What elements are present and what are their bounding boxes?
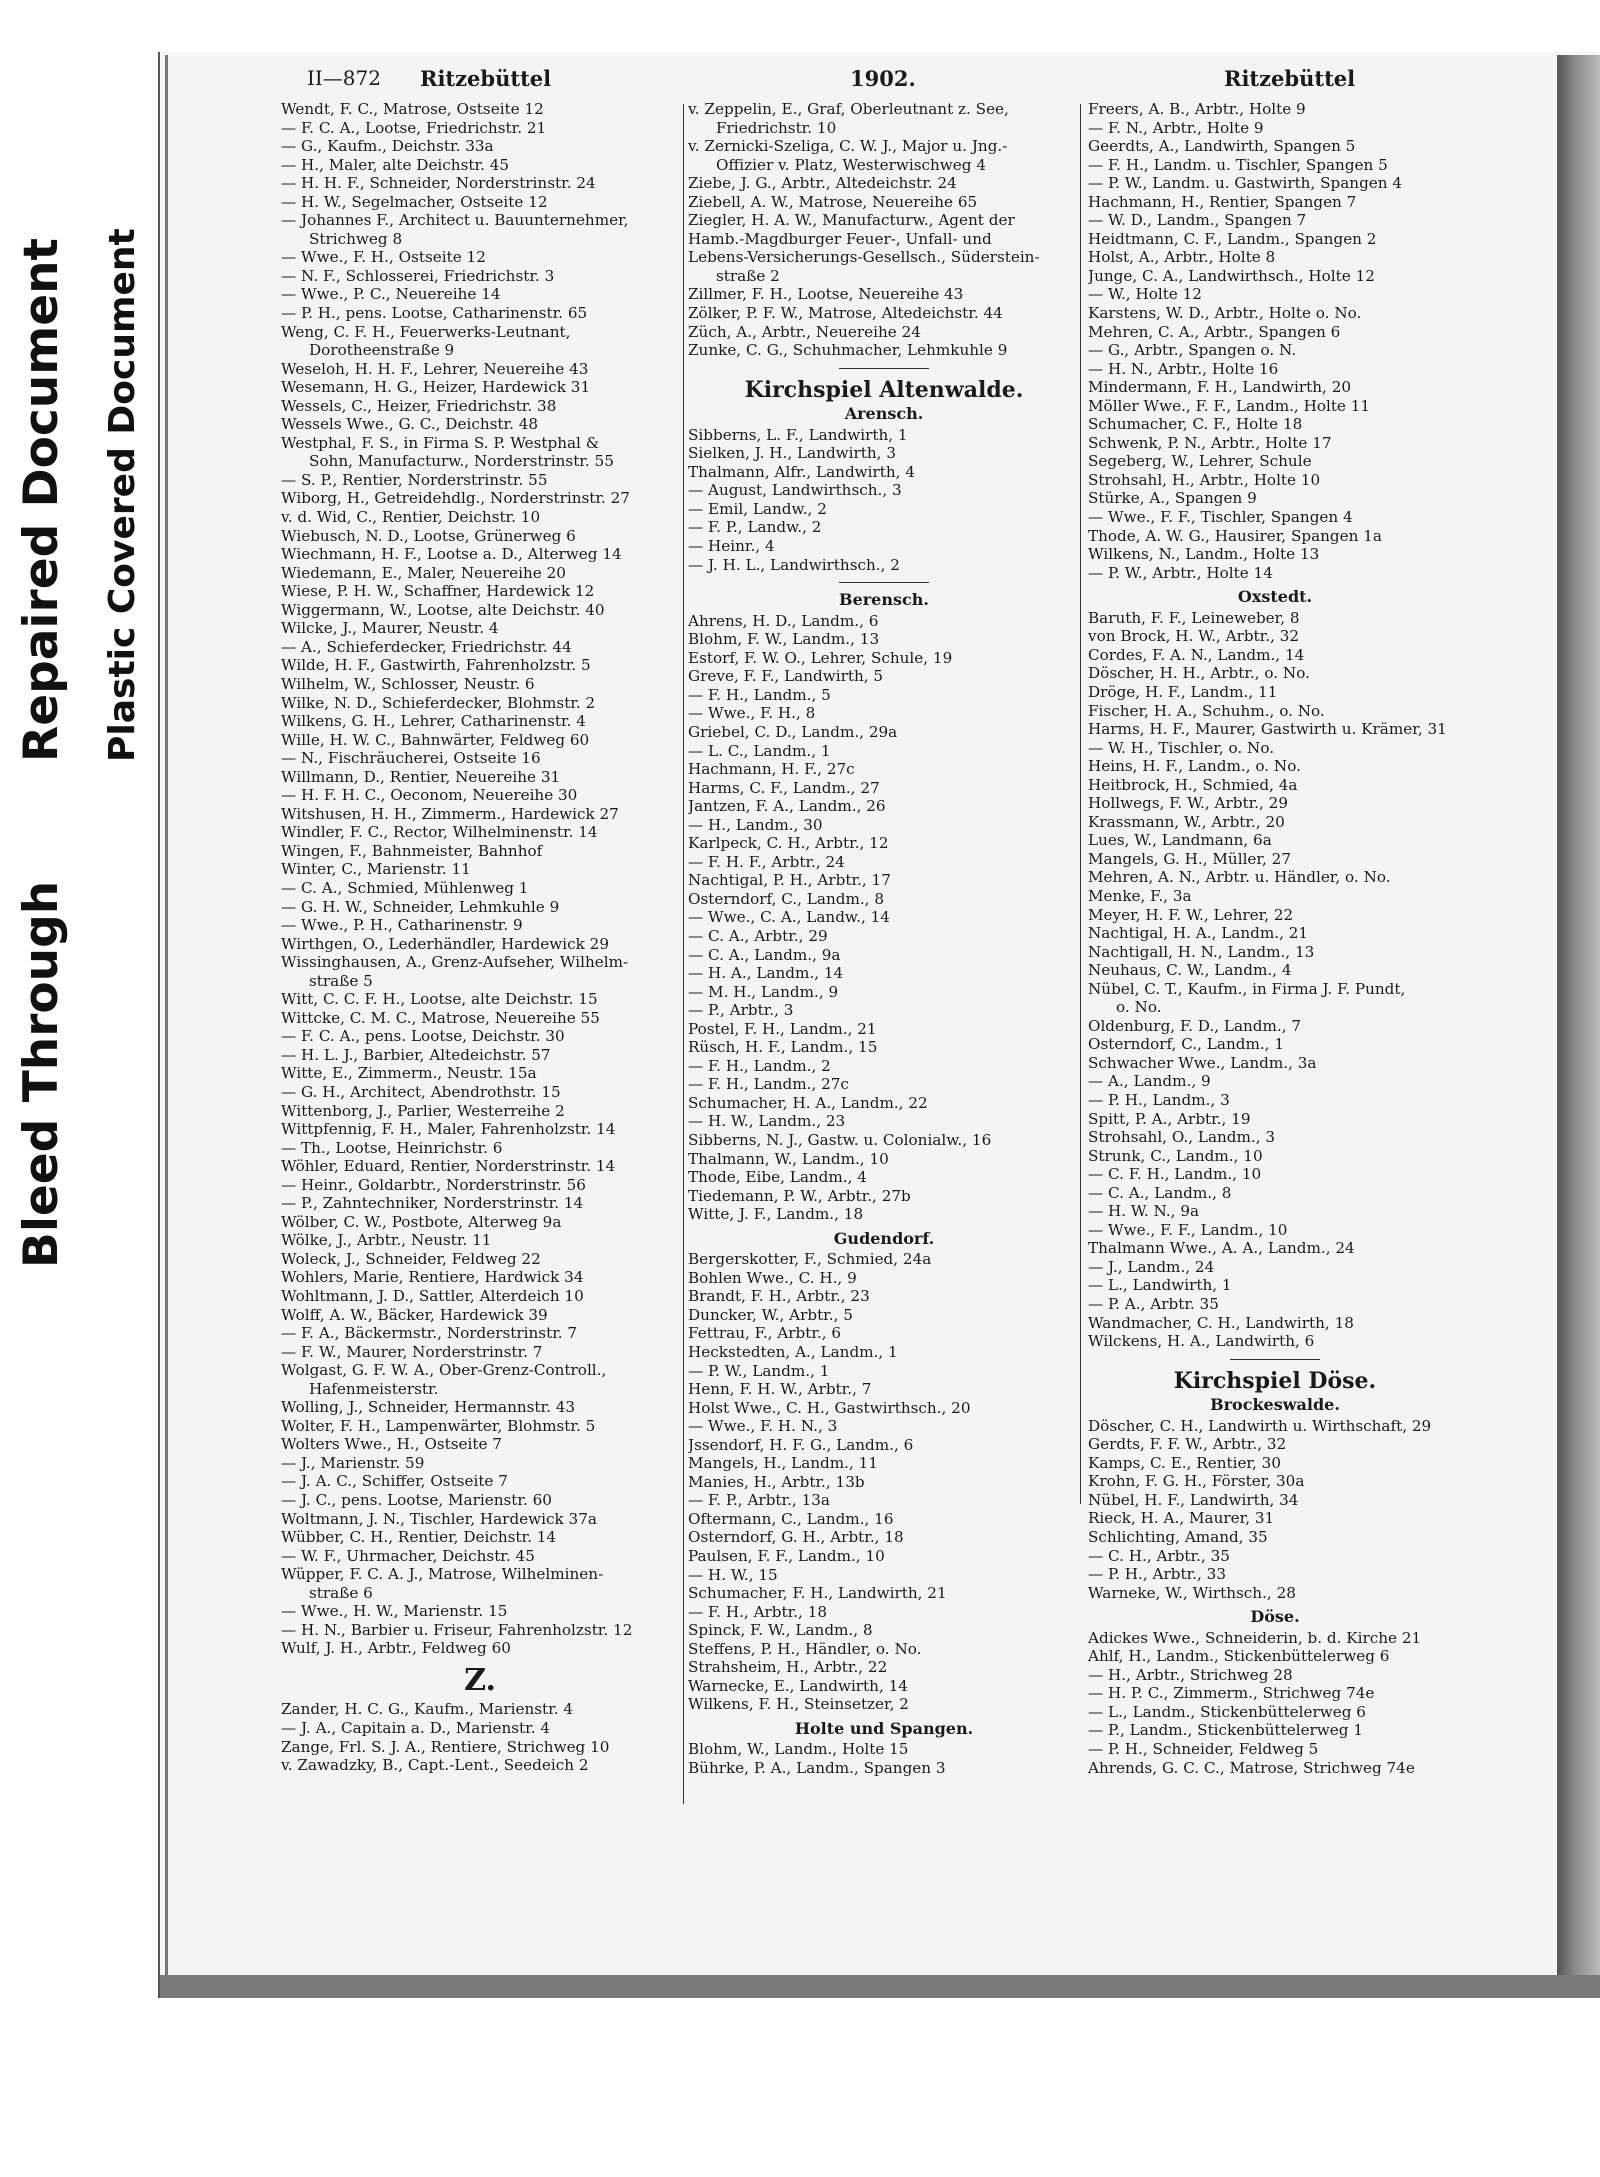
directory-entry: Westphal, F. S., in Firma S. P. Westphal &: [281, 433, 600, 452]
directory-entry: Schwacher Wwe., Landm., 3a: [1088, 1053, 1317, 1072]
directory-entry: Manies, H., Arbtr., 13b: [688, 1472, 865, 1491]
directory-entry: — A., Schieferdecker, Friedrichstr. 44: [281, 637, 572, 656]
directory-entry: Krassmann, W., Arbtr., 20: [1088, 812, 1285, 831]
directory-entry: Tiedemann, P. W., Arbtr., 27b: [688, 1186, 911, 1205]
directory-entry: Wittenborg, J., Parlier, Westerreihe 2: [281, 1101, 565, 1120]
directory-entry: Mangels, G. H., Müller, 27: [1088, 849, 1291, 868]
directory-entry: v. d. Wid, C., Rentier, Deichstr. 10: [281, 508, 541, 527]
directory-entry: Zillmer, F. H., Lootse, Neuereihe 43: [688, 285, 964, 304]
directory-entry: Krohn, F. G. H., Förster, 30a: [1088, 1472, 1305, 1491]
directory-entry: Osterndorf, C., Landm., 8: [688, 889, 884, 908]
column-divider: [683, 104, 684, 1804]
directory-entry: Winter, C., Marienstr. 11: [281, 860, 471, 879]
directory-entry: Zölker, P. F. W., Matrose, Altedeichstr. 44: [688, 304, 1003, 323]
directory-entry: Thalmann Wwe., A. A., Landm., 24: [1088, 1239, 1355, 1258]
directory-entry: Ahlf, H., Landm., Stickenbüttelerweg 6: [1088, 1647, 1390, 1666]
directory-entry: Zange, Frl. S. J. A., Rentiere, Strichweg 10: [281, 1737, 610, 1756]
directory-entry: — H., Maler, alte Deichstr. 45: [281, 155, 510, 174]
directory-entry: — H. W., Segelmacher, Ostseite 12: [281, 192, 548, 211]
directory-entry: Wilhelm, W., Schlosser, Neustr. 6: [281, 674, 535, 693]
directory-entry: — H. W. N., 9a: [1088, 1202, 1200, 1221]
directory-entry: Weng, C. F. H., Feuerwerks-Leutnant,: [281, 322, 571, 341]
directory-entry: Wiborg, H., Getreidehdlg., Norderstrinstr. 27: [281, 489, 630, 508]
directory-entry: Oftermann, C., Landm., 16: [688, 1509, 894, 1528]
section-title: Kirchspiel Altenwalde.: [744, 376, 1024, 403]
directory-entry: — Emil, Landw., 2: [688, 499, 827, 518]
directory-entry: Lebens-Versicherungs-Gesellsch., Süderstein-: [688, 248, 1040, 267]
directory-entry: — F. W., Maurer, Norderstrinstr. 7: [281, 1342, 543, 1361]
directory-entry: Oldenburg, F. D., Landm., 7: [1088, 1016, 1302, 1035]
directory-entry: Adickes Wwe., Schneiderin, b. d. Kirche 21: [1088, 1628, 1422, 1647]
directory-entry: Ziegler, H. A. W., Manufacturw., Agent der: [688, 211, 1015, 230]
directory-entry: Wolgast, G. F. W. A., Ober-Grenz-Controll.,: [281, 1361, 607, 1380]
directory-entry: — F. H., Landm., 27c: [688, 1075, 849, 1094]
directory-entry: — P. A., Arbtr. 35: [1088, 1295, 1219, 1313]
directory-entry: — Wwe., P. H., Catharinenstr. 9: [281, 916, 523, 935]
directory-entry: Strunk, C., Landm., 10: [1088, 1146, 1263, 1165]
column-left: [281, 100, 679, 1775]
directory-entry: — H. L. J., Barbier, Altedeichstr. 57: [281, 1045, 551, 1064]
directory-entry: Segeberg, W., Lehrer, Schule: [1088, 452, 1312, 471]
directory-entry: Thode, Eibe, Landm., 4: [688, 1168, 867, 1187]
directory-entry: — H. P. C., Zimmerm., Strichweg 74e: [1088, 1684, 1375, 1703]
directory-entry: Osterndorf, G. H., Arbtr., 18: [688, 1528, 904, 1547]
directory-entry: — J. A., Capitain a. D., Marienstr. 4: [281, 1719, 551, 1738]
directory-entry: Nübel, C. T., Kaufm., in Firma J. F. Pundt,: [1088, 979, 1406, 998]
directory-entry: Wirthgen, O., Lederhändler, Hardewick 29: [281, 934, 609, 953]
directory-entry: Paulsen, F. F., Landm., 10: [688, 1547, 885, 1566]
directory-entry: Strohsahl, H., Arbtr., Holte 10: [1088, 470, 1321, 489]
directory-entry: — G., Arbtr., Spangen o. N.: [1088, 341, 1297, 360]
column-right: [1088, 100, 1462, 1777]
directory-entry: Holst, A., Arbtr., Holte 8: [1088, 248, 1276, 267]
directory-entry: Witt, C. C. F. H., Lootse, alte Deichstr. 15: [281, 990, 598, 1009]
directory-entry: — H., Arbtr., Strichweg 28: [1088, 1665, 1293, 1684]
directory-entry: Neuhaus, C. W., Landm., 4: [1088, 961, 1292, 980]
directory-entry: — G. H. W., Schneider, Lehmkuhle 9: [281, 897, 560, 916]
directory-entry: Ziebell, A. W., Matrose, Neuereihe 65: [688, 192, 978, 211]
directory-entry: Wohltmann, J. D., Sattler, Alterdeich 10: [281, 1287, 584, 1305]
directory-entry: — Heinr., Goldarbtr., Norderstrinstr. 56: [281, 1175, 586, 1194]
directory-entry: Dröge, H. F., Landm., 11: [1088, 682, 1278, 701]
section-title: Kirchspiel Döse.: [1173, 1367, 1377, 1394]
directory-entry: — H. N., Barbier u. Friseur, Fahrenholzstr. 12: [281, 1620, 633, 1639]
directory-entry: Thode, A. W. G., Hausirer, Spangen 1a: [1088, 526, 1382, 545]
directory-entry: Thalmann, W., Landm., 10: [688, 1149, 889, 1168]
directory-entry: — N. F., Schlosserei, Friedrichstr. 3: [281, 266, 555, 285]
directory-entry: — S. P., Rentier, Norderstrinstr. 55: [281, 470, 548, 489]
directory-entry: Wittpfennig, F. H., Maler, Fahrenholzstr. 14: [281, 1120, 616, 1139]
directory-entry: Karlpeck, C. H., Arbtr., 12: [688, 834, 889, 853]
directory-entry: Offizier v. Platz, Westerwischweg 4: [716, 155, 986, 174]
directory-entry: Cordes, F. A. N., Landm., 14: [1088, 645, 1305, 664]
subsection-title: Oxstedt.: [1237, 587, 1313, 607]
directory-entry: straße 6: [309, 1583, 373, 1602]
directory-entry: Wölber, C. W., Postbote, Alterweg 9a: [281, 1212, 562, 1231]
subsection-title: Brockeswalde.: [1210, 1395, 1340, 1415]
directory-entry: Stürke, A., Spangen 9: [1088, 489, 1257, 508]
directory-entry: — L. C., Landm., 1: [688, 741, 831, 760]
directory-entry: Osterndorf, C., Landm., 1: [1088, 1035, 1284, 1054]
directory-entry: Wulf, J. H., Arbtr., Feldweg 60: [281, 1639, 511, 1658]
directory-entry: — P., Landm., Stickenbüttelerweg 1: [1088, 1721, 1364, 1740]
directory-entry: Wilkens, N., Landm., Holte 13: [1088, 545, 1320, 564]
directory-entry: Hafenmeisterstr.: [309, 1379, 439, 1398]
directory-entry: — P. H., Schneider, Feldweg 5: [1088, 1740, 1319, 1759]
subsection-title: Arensch.: [844, 404, 924, 424]
directory-entry: Karstens, W. D., Arbtr., Holte o. No.: [1088, 304, 1362, 323]
directory-entry: — A., Landm., 9: [1088, 1072, 1211, 1091]
directory-entry: Ahrens, H. D., Landm., 6: [688, 611, 879, 630]
directory-entry: Wiedemann, E., Maler, Neuereihe 20: [281, 563, 566, 582]
page-number: II—872: [307, 66, 381, 90]
directory-entry: — H. A., Landm., 14: [688, 964, 844, 983]
directory-entry: Züch, A., Arbtr., Neuereihe 24: [688, 322, 921, 341]
directory-entry: Schumacher, H. A., Landm., 22: [688, 1093, 928, 1112]
directory-entry: — N., Fischräucherei, Ostseite 16: [281, 749, 541, 768]
directory-entry: Woleck, J., Schneider, Feldweg 22: [281, 1249, 541, 1268]
page-bottom-edge: [160, 1975, 1600, 1998]
directory-entry: — F. H. F., Arbtr., 24: [688, 852, 845, 871]
directory-entry: Blohm, F. W., Landm., 13: [688, 630, 880, 649]
directory-entry: Schumacher, C. F., Holte 18: [1088, 415, 1303, 434]
directory-entry: — P. W., Landm. u. Gastwirth, Spangen 4: [1088, 174, 1403, 193]
letter-heading: Z.: [464, 1662, 496, 1698]
directory-entry: Wille, H. W. C., Bahnwärter, Feldweg 60: [281, 730, 590, 749]
directory-entry: — Wwe., F. F., Landm., 10: [1088, 1220, 1288, 1239]
directory-entry: Wübber, C. H., Rentier, Deichstr. 14: [281, 1528, 557, 1547]
directory-entry: Jssendorf, H. F. G., Landm., 6: [688, 1435, 914, 1454]
directory-entry: Dorotheenstraße 9: [309, 341, 455, 360]
header-place-left: Ritzebüttel: [420, 66, 552, 91]
header-year: 1902.: [850, 66, 916, 91]
directory-entry: Wendt, F. C., Matrose, Ostseite 12: [281, 100, 544, 118]
directory-entry: Wiese, P. H. W., Schaffner, Hardewick 12: [281, 582, 595, 601]
directory-entry: — C. A., Schmied, Mühlenweg 1: [281, 878, 529, 897]
directory-entry: Wiechmann, H. F., Lootse a. D., Alterweg 14: [281, 545, 622, 564]
directory-entry: Fischer, H. A., Schuhm., o. No.: [1088, 701, 1325, 720]
directory-entry: Bohlen Wwe., C. H., 9: [688, 1268, 857, 1287]
directory-entry: — F. C. A., Lootse, Friedrichstr. 21: [281, 118, 547, 137]
directory-entry: Wolling, J., Schneider, Hermannstr. 43: [281, 1398, 576, 1417]
directory-entry: v. Zeppelin, E., Graf, Oberleutnant z. See,: [688, 100, 1009, 118]
directory-entry: — F. N., Arbtr., Holte 9: [1088, 118, 1264, 137]
directory-entry: Sohn, Manufacturw., Norderstrinstr. 55: [309, 452, 614, 471]
directory-entry: Hachmann, H., Rentier, Spangen 7: [1088, 192, 1357, 211]
directory-entry: Strichweg 8: [309, 229, 403, 248]
directory-entry: — W. F., Uhrmacher, Deichstr. 45: [281, 1546, 535, 1565]
directory-entry: Estorf, F. W. O., Lehrer, Schule, 19: [688, 648, 953, 667]
directory-entry: — H., Landm., 30: [688, 815, 823, 834]
directory-entry: Heins, H. F., Landm., o. No.: [1088, 757, 1301, 776]
directory-entry: — C. F. H., Landm., 10: [1088, 1165, 1262, 1184]
directory-entry: Rüsch, H. F., Landm., 15: [688, 1038, 878, 1057]
directory-entry: Nübel, H. F., Landwirth, 34: [1088, 1490, 1299, 1509]
directory-entry: — L., Landm., Stickenbüttelerweg 6: [1088, 1702, 1366, 1721]
directory-entry: Rieck, H. A., Maurer, 31: [1088, 1509, 1275, 1528]
directory-entry: Brandt, F. H., Arbtr., 23: [688, 1287, 870, 1306]
directory-entry: — H. H. F., Schneider, Norderstrinstr. 24: [281, 174, 596, 193]
directory-entry: — F. P., Landw., 2: [688, 518, 822, 537]
directory-entry: Wölke, J., Arbtr., Neustr. 11: [281, 1231, 492, 1250]
directory-entry: — P. W., Arbtr., Holte 14: [1088, 563, 1273, 582]
directory-entry: — Wwe., F. H., Ostseite 12: [281, 248, 486, 267]
directory-entry: Zunke, C. G., Schuhmacher, Lehmkuhle 9: [688, 341, 1008, 360]
directory-entry: — Wwe., H. W., Marienstr. 15: [281, 1602, 508, 1621]
directory-entry: Wessels, C., Heizer, Friedrichstr. 38: [281, 396, 557, 415]
directory-entry: Spinck, F. W., Landm., 8: [688, 1621, 873, 1640]
directory-entry: Steffens, P. H., Händler, o. No.: [688, 1639, 922, 1658]
directory-entry: straße 2: [716, 266, 780, 285]
directory-entry: Nachtigal, P. H., Arbtr., 17: [688, 871, 891, 890]
directory-entry: Witte, J. F., Landm., 18: [688, 1205, 864, 1224]
directory-entry: Wöhler, Eduard, Rentier, Norderstrinstr. 14: [281, 1157, 616, 1176]
directory-entry: Ahrends, G. C. C., Matrose, Strichweg 74e: [1088, 1758, 1415, 1777]
directory-entry: Woltmann, J. N., Tischler, Hardewick 37a: [281, 1509, 597, 1528]
directory-entry: Bührke, P. A., Landm., Spangen 3: [688, 1759, 946, 1778]
directory-entry: Mangels, H., Landm., 11: [688, 1454, 878, 1473]
directory-entry: Warnecke, E., Landwirth, 14: [688, 1676, 908, 1695]
directory-entry: — J. H. L., Landwirthsch., 2: [688, 555, 900, 574]
directory-entry: Nachtigal, H. A., Landm., 21: [1088, 924, 1309, 943]
directory-entry: Nachtigall, H. N., Landm., 13: [1088, 942, 1315, 961]
directory-entry: Hachmann, H. F., 27c: [688, 760, 855, 779]
directory-entry: Thalmann, Alfr., Landwirth, 4: [688, 462, 915, 481]
directory-entry: Baruth, F. F., Leineweber, 8: [1088, 608, 1300, 627]
directory-entry: Wiebusch, N. D., Lootse, Grünerweg 6: [281, 526, 576, 545]
directory-entry: — F. H., Arbtr., 18: [688, 1602, 828, 1621]
directory-entry: Willmann, D., Rentier, Neuereihe 31: [281, 767, 561, 786]
directory-entry: Wesemann, H. G., Heizer, Hardewick 31: [281, 378, 591, 397]
directory-entry: — H. W., Landm., 23: [688, 1112, 846, 1131]
directory-entry: — J., Landm., 24: [1088, 1257, 1215, 1276]
directory-entry: — P., Arbtr., 3: [688, 1001, 794, 1020]
directory-entry: — F. H., Landm., 5: [688, 685, 831, 704]
directory-entry: Mindermann, F. H., Landwirth, 20: [1088, 378, 1352, 397]
directory-entry: — Johannes F., Architect u. Bauunternehmer,: [281, 211, 629, 230]
directory-entry: — F. P., Arbtr., 13a: [688, 1491, 830, 1510]
directory-entry: Wolter, F. H., Lampenwärter, Blohmstr. 5: [281, 1416, 596, 1435]
directory-entry: Wilke, N. D., Schieferdecker, Blohmstr. 2: [281, 693, 596, 712]
directory-entry: v. Zawadzky, B., Capt.-Lent., Seedeich 2: [281, 1756, 589, 1775]
directory-entry: Heitbrock, H., Schmied, 4a: [1088, 775, 1298, 794]
directory-entry: Strahsheim, H., Arbtr., 22: [688, 1658, 888, 1677]
directory-entry: Bergerskotter, F., Schmied, 24a: [688, 1250, 932, 1269]
directory-entry: — P. H., Landm., 3: [1088, 1090, 1230, 1109]
directory-entry: Mehren, A. N., Arbtr. u. Händler, o. No.: [1088, 868, 1391, 887]
directory-entry: Schwenk, P. N., Arbtr., Holte 17: [1088, 433, 1332, 452]
directory-entry: — C. H., Arbtr., 35: [1088, 1546, 1230, 1565]
directory-entry: Wittcke, C. M. C., Matrose, Neuereihe 55: [281, 1008, 600, 1027]
directory-entry: — Heinr., 4: [688, 537, 775, 556]
directory-entry: — F. A., Bäckermstr., Norderstrinstr. 7: [281, 1324, 578, 1343]
directory-entry: Greve, F. F., Landwirth, 5: [688, 667, 884, 686]
directory-entry: Zander, H. C. G., Kaufm., Marienstr. 4: [281, 1700, 574, 1719]
subsection-title: Gudendorf.: [833, 1228, 935, 1248]
directory-entry: Wilcke, J., Maurer, Neustr. 4: [281, 619, 499, 638]
directory-entry: Ziebe, J. G., Arbtr., Altedeichstr. 24: [688, 174, 957, 193]
directory-entry: — L., Landwirth, 1: [1088, 1276, 1232, 1295]
directory-entry: Hollwegs, F. W., Arbtr., 29: [1088, 794, 1288, 813]
directory-entry: — W. H., Tischler, o. No.: [1088, 738, 1275, 757]
directory-entry: — F. H., Landm. u. Tischler, Spangen 5: [1088, 155, 1388, 174]
directory-entry: — G. H., Architect, Abendrothstr. 15: [281, 1082, 561, 1101]
directory-entry: Junge, C. A., Landwirthsch., Holte 12: [1088, 266, 1375, 285]
directory-entry: Warneke, W., Wirthsch., 28: [1088, 1583, 1296, 1602]
directory-entry: — P. H., pens. Lootse, Catharinenstr. 65: [281, 304, 588, 323]
directory-entry: — Wwe., F. H., 8: [688, 704, 816, 723]
column-middle: [688, 100, 1080, 1778]
directory-entry: Sielken, J. H., Landwirth, 3: [688, 444, 896, 463]
directory-entry: Postel, F. H., Landm., 21: [688, 1019, 877, 1038]
directory-entry: — W., Holte 12: [1088, 285, 1202, 304]
directory-entry: Wolters Wwe., H., Ostseite 7: [281, 1435, 502, 1454]
directory-entry: Döscher, C. H., Landwirth u. Wirthschaft, 29: [1088, 1416, 1432, 1435]
directory-entry: Kamps, C. E., Rentier, 30: [1088, 1453, 1282, 1472]
directory-entry: — C. A., Landm., 9a: [688, 945, 841, 964]
column-divider: [1080, 104, 1081, 1504]
directory-entry: — C. A., Arbtr., 29: [688, 926, 828, 945]
directory-entry: Heckstedten, A., Landm., 1: [688, 1343, 898, 1361]
directory-entry: Menke, F., 3a: [1088, 886, 1192, 905]
directory-entry: — Wwe., F. H. N., 3: [688, 1417, 838, 1436]
directory-entry: Holst Wwe., C. H., Gastwirthsch., 20: [688, 1398, 971, 1417]
directory-entry: Hamb.-Magdburger Feuer-, Unfall- und: [688, 229, 992, 248]
directory-entry: Lues, W., Landmann, 6a: [1088, 831, 1272, 850]
directory-entry: Henn, F. H. W., Arbtr., 7: [688, 1380, 872, 1399]
repaired-document-label: Repaired Document: [14, 238, 69, 762]
section-rule: [839, 368, 929, 369]
directory-entry: — P. H., Arbtr., 33: [1088, 1565, 1226, 1584]
directory-entry: straße 5: [309, 971, 373, 990]
directory-entry: Weseloh, H. H. F., Lehrer, Neuereihe 43: [281, 359, 589, 378]
directory-entry: Wilkens, G. H., Lehrer, Catharinenstr. 4: [281, 712, 586, 731]
directory-entry: — J. A. C., Schiffer, Ostseite 7: [281, 1472, 508, 1491]
directory-entry: — Wwe., P. C., Neuereihe 14: [281, 285, 501, 304]
directory-entry: — P., Zahntechniker, Norderstrinstr. 14: [281, 1194, 584, 1213]
directory-entry: Witte, E., Zimmerm., Neustr. 15a: [281, 1064, 537, 1083]
directory-entry: — G., Kaufm., Deichstr. 33a: [281, 137, 494, 156]
directory-entry: Geerdts, A., Landwirth, Spangen 5: [1088, 137, 1356, 156]
directory-entry: Wolff, A. W., Bäcker, Hardewick 39: [281, 1305, 548, 1324]
directory-entry: Wohlers, Marie, Rentiere, Hardwick 34: [281, 1268, 584, 1287]
page-edge-shadow: [1557, 55, 1600, 1998]
directory-entry: Wilckens, H. A., Landwirth, 6: [1088, 1332, 1315, 1351]
directory-entry: Wilde, H. F., Gastwirth, Fahrenholzstr. 5: [281, 656, 591, 675]
directory-entry: Griebel, C. D., Landm., 29a: [688, 722, 898, 741]
directory-entry: — M. H., Landm., 9: [688, 982, 839, 1001]
directory-entry: Wissinghausen, A., Grenz-Aufseher, Wilhelm-: [281, 953, 629, 972]
directory-entry: Mehren, C. A., Arbtr., Spangen 6: [1088, 322, 1341, 341]
directory-entry: Wilkens, F. H., Steinsetzer, 2: [688, 1695, 909, 1714]
directory-entry: Freers, A. B., Arbtr., Holte 9: [1088, 100, 1306, 118]
directory-entry: Friedrichstr. 10: [716, 118, 837, 137]
directory-entry: Wiggermann, W., Lootse, alte Deichstr. 40: [281, 600, 605, 619]
plastic-covered-label: Plastic Covered Document: [102, 228, 143, 762]
directory-entry: Gerdts, F. F. W., Arbtr., 32: [1088, 1435, 1287, 1454]
directory-entry: Witshusen, H. H., Zimmerm., Hardewick 27: [281, 804, 619, 823]
directory-entry: Wüpper, F. C. A. J., Matrose, Wilhelminen-: [281, 1565, 604, 1584]
directory-entry: Wessels Wwe., G. C., Deichstr. 48: [281, 415, 539, 434]
directory-entry: — F. C. A., pens. Lootse, Deichstr. 30: [281, 1027, 565, 1046]
directory-entry: — H. N., Arbtr., Holte 16: [1088, 359, 1279, 378]
directory-entry: — August, Landwirthsch., 3: [688, 481, 902, 500]
bleed-through-label: Bleed Through: [14, 880, 69, 1268]
directory-entry: — Wwe., F. F., Tischler, Spangen 4: [1088, 508, 1353, 527]
directory-entry: — H. F. H. C., Oeconom, Neuereihe 30: [281, 786, 578, 805]
directory-entry: — Th., Lootse, Heinrichstr. 6: [281, 1138, 503, 1157]
directory-entry: Harms, C. F., Landm., 27: [688, 778, 880, 797]
directory-entry: — Wwe., C. A., Landw., 14: [688, 908, 890, 927]
directory-entry: — F. H., Landm., 2: [688, 1056, 831, 1075]
subsection-title: Berensch.: [839, 590, 929, 610]
directory-entry: — C. A., Landm., 8: [1088, 1183, 1232, 1202]
directory-entry: Jantzen, F. A., Landm., 26: [688, 797, 886, 816]
header-place-right: Ritzebüttel: [1224, 66, 1356, 91]
directory-entry: Strohsahl, O., Landm., 3: [1088, 1128, 1276, 1147]
directory-entry: Döscher, H. H., Arbtr., o. No.: [1088, 664, 1310, 683]
subsection-title: Döse.: [1250, 1607, 1300, 1627]
directory-entry: Schlichting, Amand, 35: [1088, 1528, 1268, 1547]
directory-entry: v. Zernicki-Szeliga, C. W. J., Major u. Jng.-: [688, 137, 1008, 156]
directory-entry: Sibberns, N. J., Gastw. u. Colonialw., 16: [688, 1130, 992, 1149]
directory-entry: Heidtmann, C. F., Landm., Spangen 2: [1088, 229, 1377, 248]
directory-entry: o. No.: [1116, 998, 1162, 1017]
directory-entry: Harms, H. F., Maurer, Gastwirth u. Krämer, 31: [1088, 720, 1447, 739]
directory-entry: Sibberns, L. F., Landwirth, 1: [688, 425, 908, 444]
directory-entry: — J. C., pens. Lootse, Marienstr. 60: [281, 1491, 552, 1510]
directory-entry: Fettrau, F., Arbtr., 6: [688, 1324, 842, 1343]
directory-entry: Möller Wwe., F. F., Landm., Holte 11: [1088, 396, 1371, 415]
section-rule: [839, 582, 929, 583]
directory-entry: — H. W., 15: [688, 1565, 778, 1584]
directory-entry: Schumacher, F. H., Landwirth, 21: [688, 1584, 947, 1603]
directory-entry: Duncker, W., Arbtr., 5: [688, 1305, 853, 1324]
directory-entry: Meyer, H. F. W., Lehrer, 22: [1088, 905, 1294, 924]
section-rule: [1230, 1359, 1320, 1360]
directory-entry: Wandmacher, C. H., Landwirth, 18: [1088, 1313, 1354, 1332]
directory-entry: Blohm, W., Landm., Holte 15: [688, 1740, 909, 1759]
directory-entry: Windler, F. C., Rector, Wilhelminenstr. 14: [281, 823, 598, 842]
directory-entry: von Brock, H. W., Arbtr., 32: [1088, 627, 1300, 646]
directory-entry: Spitt, P. A., Arbtr., 19: [1088, 1109, 1251, 1128]
directory-entry: Wingen, F., Bahnmeister, Bahnhof: [281, 841, 543, 860]
subsection-title: Holte und Spangen.: [794, 1718, 974, 1738]
directory-entry: — P. W., Landm., 1: [688, 1361, 830, 1380]
directory-entry: — W. D., Landm., Spangen 7: [1088, 211, 1307, 230]
directory-entry: — J., Marienstr. 59: [281, 1453, 425, 1472]
